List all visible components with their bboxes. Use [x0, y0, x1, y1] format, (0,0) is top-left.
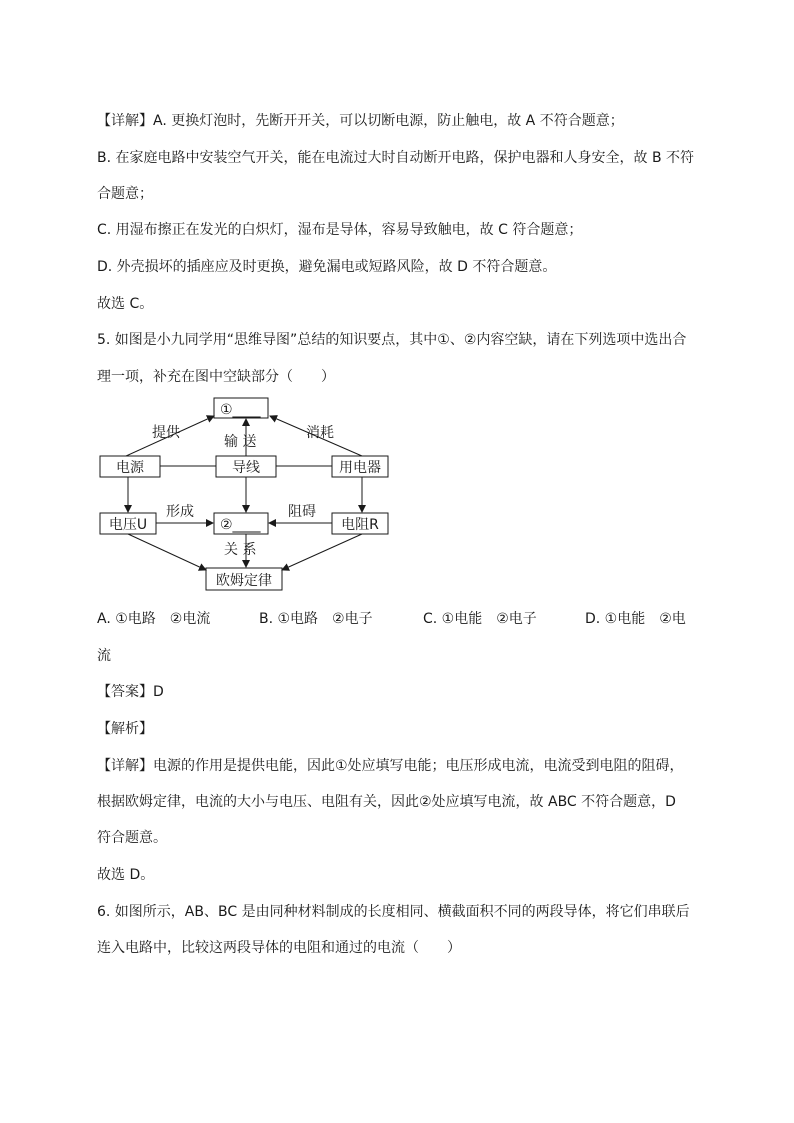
question-6-text: 连入电路中，比较这两段导体的电阻和通过的电流（ ） — [97, 940, 461, 956]
text-line: 流 — [97, 648, 111, 664]
text-line: 故选 D。 — [97, 867, 155, 883]
box-top-text: ①____ — [220, 402, 261, 418]
label-transport: 输 送 — [224, 434, 257, 450]
label-relation: 关 系 — [224, 542, 257, 558]
label-form: 形成 — [166, 504, 194, 520]
option-d: D. ①电能 ②电 — [585, 611, 686, 627]
text-line: 合题意； — [97, 186, 153, 202]
box-voltage-text: 电压U — [108, 517, 148, 533]
label-consume: 消耗 — [306, 425, 334, 441]
text-line: 根据欧姆定律，电流的大小与电压、电阻有关，因此②处应填写电流，故 ABC 不符合题意，D — [97, 794, 676, 810]
option-a: A. ①电路 ②电流 — [97, 611, 211, 627]
label-provide: 提供 — [152, 425, 180, 441]
text-line: D. 外壳损坏的插座应及时更换，避免漏电或短路风险，故 D 不符合题意。 — [97, 259, 557, 275]
option-c: C. ①电能 ②电子 — [423, 611, 537, 627]
analysis-heading: 【解析】 — [97, 721, 153, 737]
mind-map-svg — [96, 394, 396, 594]
text-line: C. 用湿布擦正在发光的白炽灯，湿布是导体，容易导致触电，故 C 符合题意； — [97, 222, 583, 238]
label-hinder: 阻碍 — [288, 504, 316, 520]
text-line: B. 在家庭电路中安装空气开关，能在电流过大时自动断开电路，保护电器和人身安全，故 B 不符 — [97, 150, 695, 166]
text-line: 符合题意。 — [97, 830, 167, 846]
text-line: 【详解】A. 更换灯泡时，先断开开关，可以切断电源，防止触电，故 A 不符合题意； — [97, 113, 624, 129]
box-ohm-text: 欧姆定律 — [216, 573, 272, 589]
box-appliance-text: 用电器 — [339, 460, 381, 476]
mind-map-diagram — [96, 394, 396, 594]
box-middle-text: ②____ — [220, 517, 261, 533]
question-6-text: 6. 如图所示，AB、BC 是由同种材料制成的长度相同、横截面积不同的两段导体，将它们串联后 — [97, 904, 690, 920]
question-5-text: 理一项，补充在图中空缺部分（ ） — [97, 369, 335, 385]
answer-line: 【答案】D — [97, 684, 164, 700]
box-resistance-text: 电阻R — [341, 517, 379, 533]
text-line: 【详解】电源的作用是提供电能，因此①处应填写电能；电压形成电流，电流受到电阻的阻碍， — [97, 758, 684, 774]
box-wire-text: 导线 — [232, 460, 260, 476]
option-b: B. ①电路 ②电子 — [259, 611, 373, 627]
text-line: 故选 C。 — [97, 296, 154, 312]
box-source-text: 电源 — [116, 460, 144, 476]
question-5-text: 5. 如图是小九同学用“思维导图”总结的知识要点，其中①、②内容空缺，请在下列选项中选出合 — [97, 332, 687, 348]
